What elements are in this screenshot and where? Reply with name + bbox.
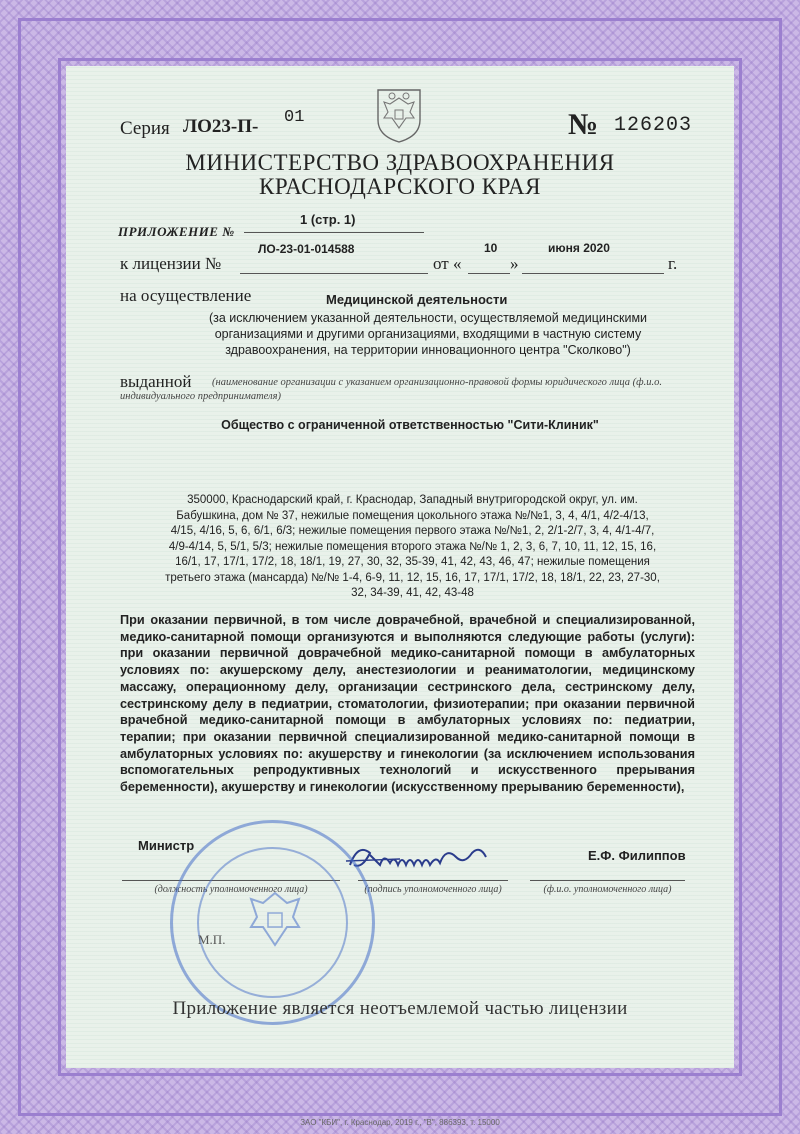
- address-block: 350000, Краснодарский край, г. Краснодар, Западный внутригородской округ, ул. им. Бабушкина, дом № 37, нежилые помещения цокольного этажа №/№1, 3, 4, 4/1, 4/2-4/13, 4/15, 4/16, 5, 6, 6/1, 6/3; нежилые помещения первого этажа №/№1, 2, 2/1-2/7, 3, 4, 4/1-4/7, 4/9-4/14, 5, 5/1, 5/3; нежилые помещения второго этажа №/№ 1, 2, 3, 6, 7, 10, 11, 12, 15, 16, 16/1, 17, 17/1, 17/2, 18, 18/1, 19, 27, 30, 32, 35-39, 41, 42, 43, 46, 47; нежилые помещения третьего этажа (мансарда) №/№ 1-4, 6-9, 11, 12, 15, 16, 17, 17/1, 17/2, 18, 18/1, 22, 23, 27-30, 32, 34-39, 41, 42, 43-48: [165, 494, 660, 599]
- activity-label: на осуществление: [120, 286, 252, 305]
- license-day-underline: [468, 273, 510, 274]
- printer-info: ЗАО "КБИ", г. Краснодар, 2019 г., "В", 886393, т. 15000: [300, 1118, 500, 1127]
- license-blank-number: 126203: [614, 114, 693, 137]
- handwritten-signature: [340, 835, 500, 880]
- license-quote-close: »: [510, 254, 519, 273]
- license-date-underline: [522, 273, 664, 274]
- coat-of-arms-icon: [370, 84, 428, 144]
- appendix-underline: [244, 232, 424, 233]
- organization-name: Общество с ограниченной ответственностью "Сити-Клиник": [221, 418, 599, 432]
- license-month-year: июня 2020: [548, 241, 610, 255]
- name-underline: [530, 880, 685, 881]
- license-prefix: к лицензии №: [120, 254, 222, 273]
- signatory-position: Министр: [138, 838, 195, 853]
- footer-note: Приложение является неотъемлемой частью лицензии: [172, 998, 628, 1019]
- issued-to-hint: (наименование организации с указанием организационно-правовой формы юридического лица (ф.и.о. индивидуального предпринимателя): [120, 377, 662, 402]
- license-year-suffix: г.: [668, 254, 678, 273]
- issued-to-label: выданной: [120, 372, 192, 391]
- sign-underline: [358, 880, 508, 881]
- appendix-value: 1 (стр. 1): [300, 212, 356, 227]
- series-label: Серия: [120, 118, 170, 139]
- seal-eagle-icon: [235, 883, 315, 963]
- stamp-place-label: М.П.: [198, 932, 226, 947]
- caption-signature: (подпись уполномоченного лица): [364, 884, 502, 895]
- caption-name: (ф.и.о. уполномоченного лица): [543, 884, 672, 895]
- license-number: ЛО-23-01-014588: [258, 242, 355, 256]
- caption-position: (должность уполномоченного лица): [154, 884, 308, 895]
- issuer-line-2: КРАСНОДАРСКОГО КРАЯ: [259, 174, 541, 199]
- license-from-label: от «: [433, 254, 462, 273]
- activity-note: (за исключением указанной деятельности, осуществляемой медицинскими организациями и другими организациями, входящими в частную систему здравоохранения, на территории инновационного центра "Сколково"): [208, 311, 648, 357]
- license-number-underline: [240, 273, 428, 274]
- signatory-name: Е.Ф. Филиппов: [588, 848, 686, 863]
- issuer-line-1: МИНИСТЕРСТВО ЗДРАВООХРАНЕНИЯ: [185, 150, 615, 175]
- series-number: 01: [284, 108, 305, 127]
- activity-title: Медицинской деятельности: [326, 292, 508, 307]
- license-day: 10: [484, 241, 498, 255]
- official-seal: [170, 820, 375, 1025]
- appendix-label: ПРИЛОЖЕНИЕ №: [118, 224, 235, 239]
- number-sign: №: [568, 108, 599, 141]
- series-value: ЛО23-П-: [183, 116, 259, 137]
- services-block: При оказании первичной, в том числе доврачебной, врачебной и специализированной, медико-санитарной помощи организуются и выполняются следующие работы (услуги): при оказании первичной доврачебной медико-санитарной помощи в амбулаторных условиях по: акушерскому делу, анестезиологии и реаниматологии, медицинскому массажу, операционному делу, организации сестринского дела, сестринскому делу, сестринскому делу в педиатрии, стоматологии, физиотерапии; при оказании первичной врачебной медико-санитарной помощи в амбулаторных условиях по: педиатрии, терапии; при оказании первичной специализированной медико-санитарной помощи в амбулаторных условиях по: акушерству и гинекологии (за исключением использования вспомогательных репродуктивных технологий и искусственного прерывания беременности), акушерству и гинекологии (искусственному прерыванию беременности),: [120, 613, 695, 795]
